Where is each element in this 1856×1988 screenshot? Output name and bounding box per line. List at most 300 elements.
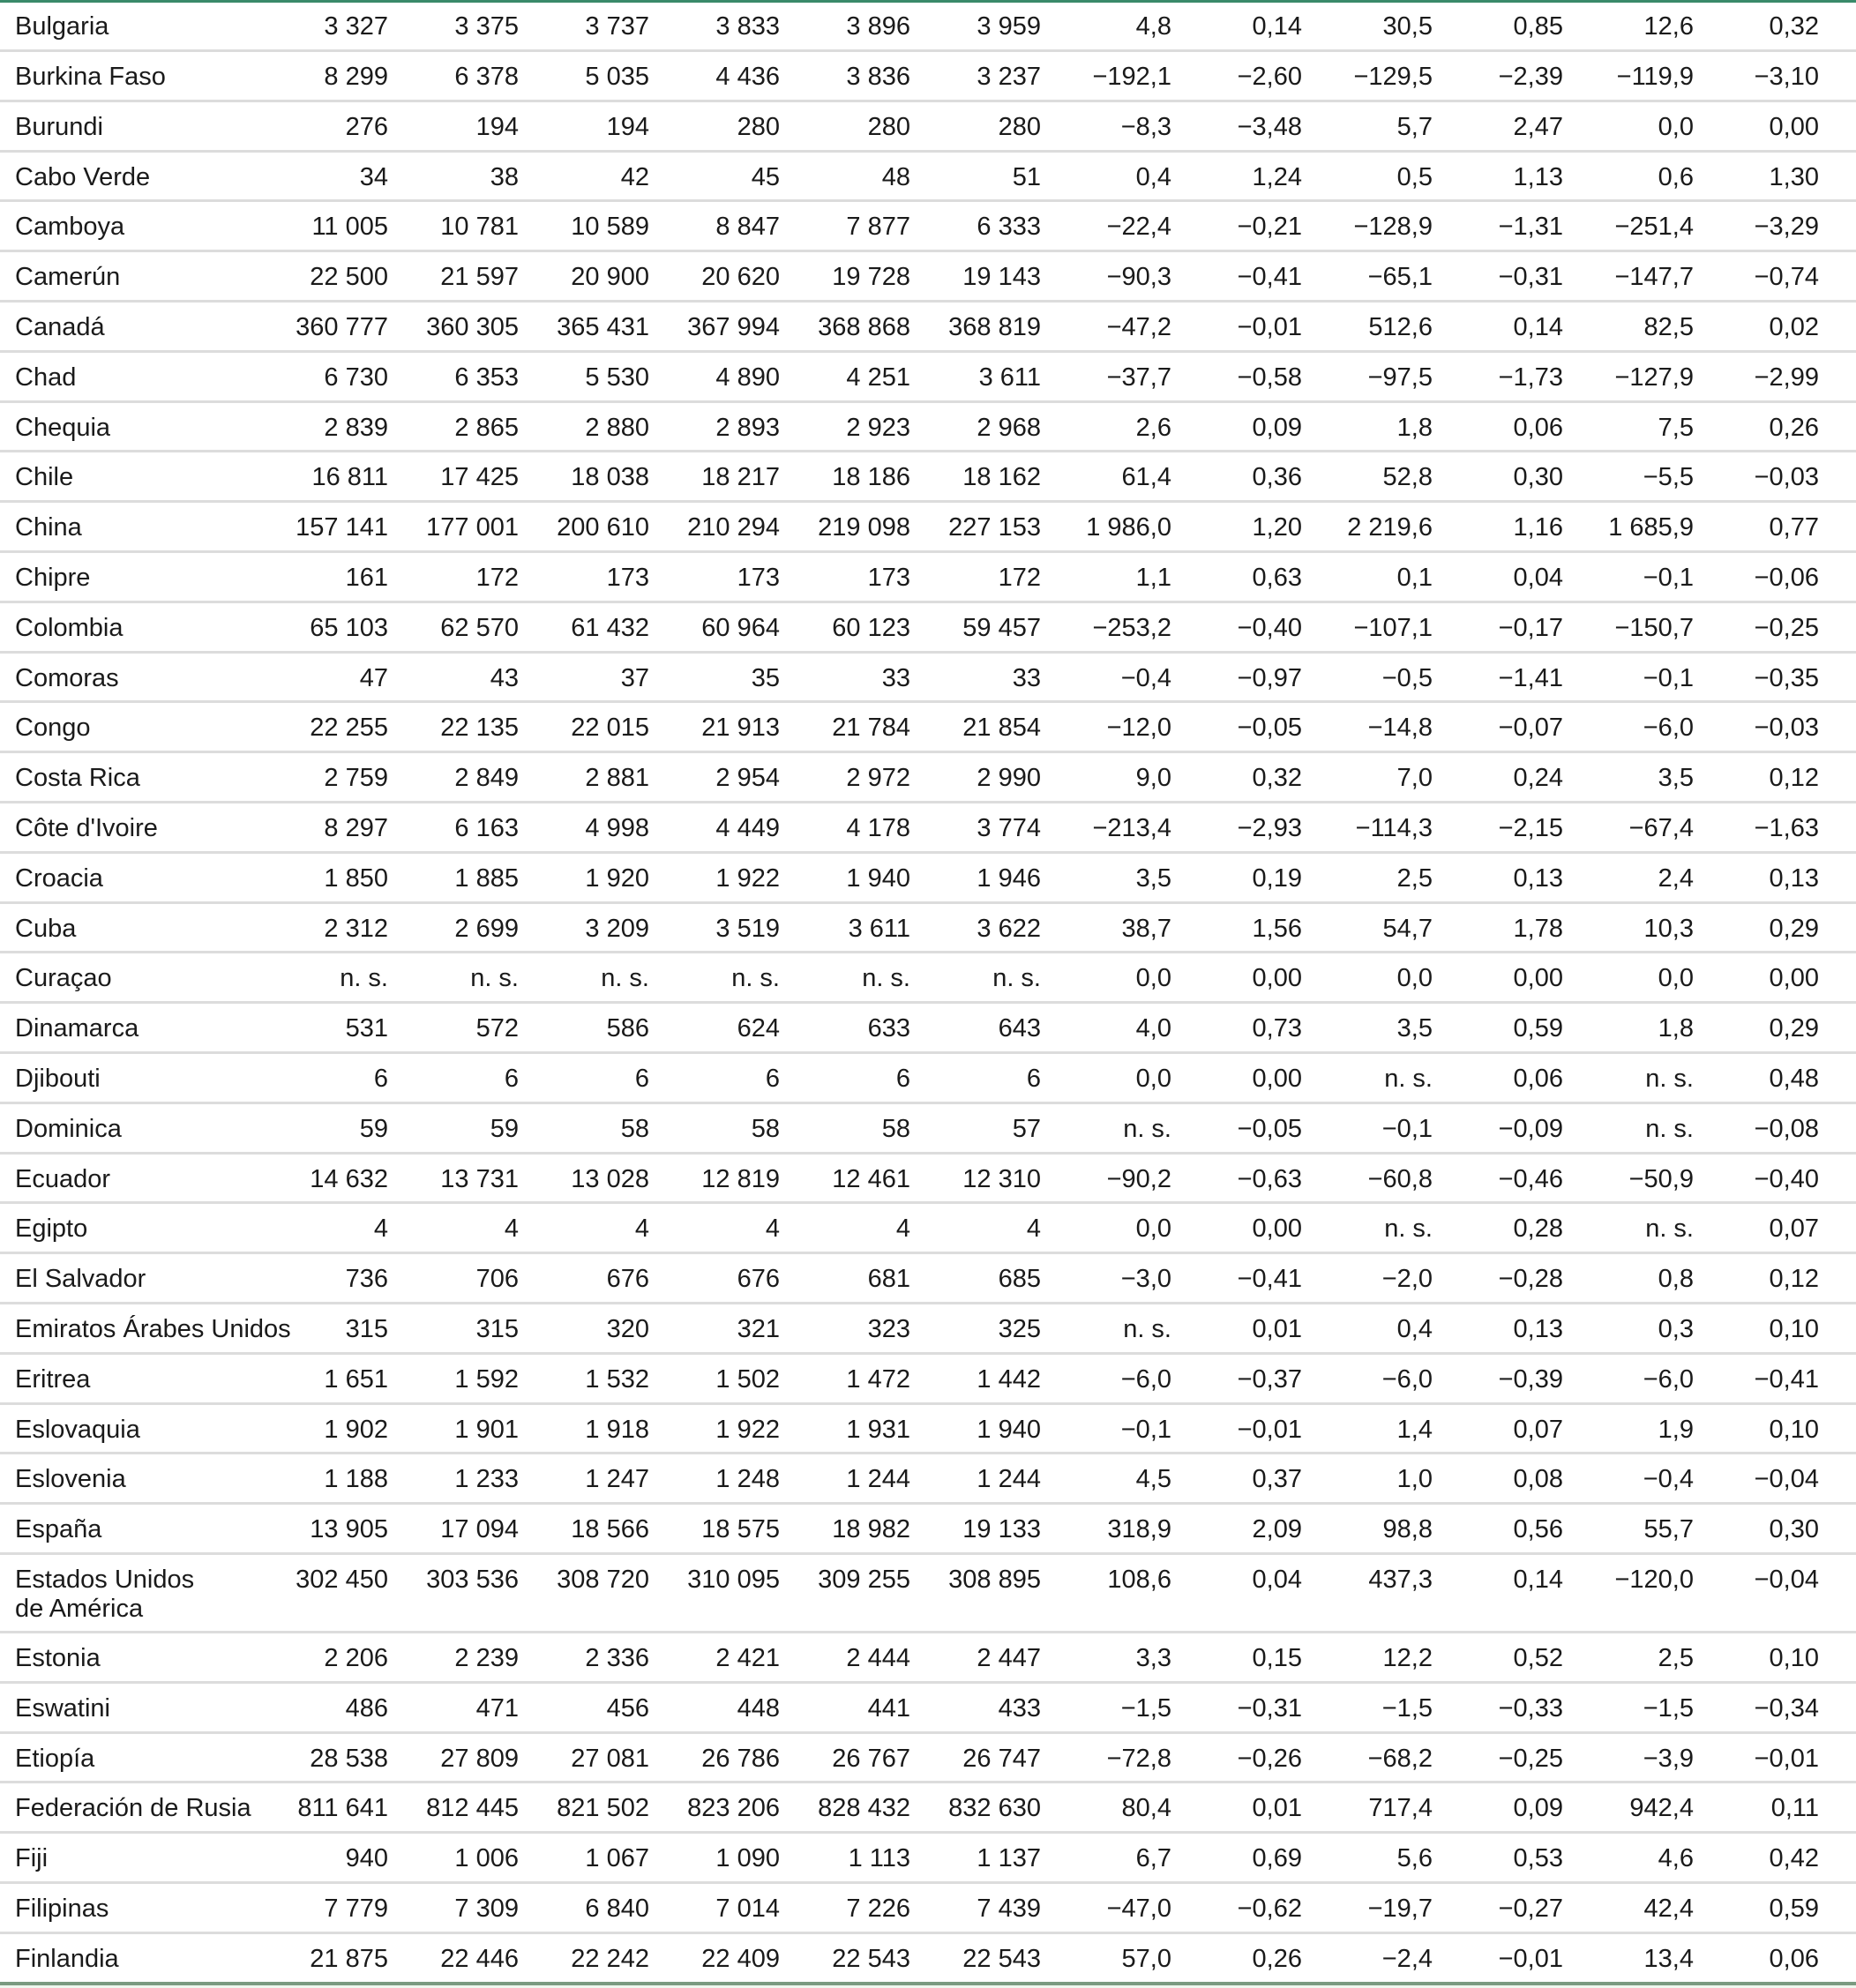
- value-cell: 6 730: [324, 362, 388, 392]
- value-cell: 57: [1012, 1114, 1041, 1143]
- value-cell: 0,13: [1769, 863, 1819, 893]
- value-cell: 26 747: [962, 1744, 1041, 1773]
- table-row: [0, 1304, 1856, 1355]
- value-cell: 22 135: [440, 714, 519, 743]
- value-cell: 1 502: [715, 1364, 780, 1394]
- value-cell: 22 255: [310, 714, 388, 743]
- value-cell: 0,4: [1396, 1315, 1433, 1343]
- value-cell: 21 854: [962, 714, 1041, 743]
- value-cell: 6: [765, 1065, 780, 1093]
- value-cell: −6,0: [1643, 714, 1694, 743]
- value-cell: 1 244: [846, 1465, 910, 1494]
- value-cell: −0,34: [1754, 1693, 1819, 1723]
- value-cell: 360 777: [296, 313, 388, 341]
- value-cell: 0,8: [1658, 1265, 1694, 1294]
- value-cell: 7 877: [846, 213, 910, 242]
- country-name: Eslovenia: [15, 1465, 126, 1494]
- value-cell: 0,00: [1252, 1214, 1302, 1244]
- value-cell: 0,13: [1513, 1315, 1563, 1343]
- country-name: Côte d'Ivoire: [15, 814, 158, 842]
- value-cell: −1,5: [1381, 1693, 1433, 1723]
- value-cell: 0,08: [1513, 1465, 1563, 1494]
- value-cell: 0,19: [1252, 863, 1302, 893]
- value-cell: −0,4: [1120, 663, 1171, 692]
- value-cell: 4 178: [846, 814, 910, 842]
- value-cell: 2 923: [846, 413, 910, 442]
- value-cell: −0,01: [1498, 1944, 1563, 1973]
- value-cell: 172: [998, 564, 1041, 592]
- value-cell: 940: [345, 1844, 388, 1873]
- value-cell: 1 067: [585, 1844, 649, 1873]
- value-cell: −0,1: [1643, 663, 1694, 692]
- value-cell: 58: [751, 1114, 780, 1143]
- value-cell: 1 885: [454, 863, 519, 893]
- table-row: [0, 953, 1856, 1004]
- value-cell: 1 137: [977, 1844, 1041, 1873]
- value-cell: 52,8: [1382, 463, 1433, 492]
- value-cell: 512,6: [1368, 313, 1433, 341]
- value-cell: 6: [504, 1065, 519, 1093]
- value-cell: 13 731: [440, 1164, 519, 1193]
- value-cell: −6,0: [1643, 1364, 1694, 1394]
- value-cell: 3 622: [977, 914, 1041, 943]
- value-cell: 43: [490, 663, 519, 692]
- value-cell: 310 095: [687, 1566, 780, 1594]
- value-cell: 6: [1026, 1065, 1041, 1093]
- value-cell: 18 217: [701, 463, 780, 492]
- country-name: Djibouti: [15, 1065, 101, 1093]
- value-cell: 0,32: [1769, 12, 1819, 41]
- value-cell: −5,5: [1643, 463, 1694, 492]
- value-cell: 6: [373, 1065, 388, 1093]
- value-cell: 681: [867, 1265, 910, 1294]
- value-cell: 219 098: [818, 513, 910, 542]
- value-cell: −2,15: [1498, 814, 1563, 842]
- value-cell: 161: [345, 564, 388, 592]
- value-cell: 17 094: [440, 1515, 519, 1544]
- value-cell: 7 226: [846, 1895, 910, 1923]
- value-cell: 6 333: [977, 213, 1041, 242]
- value-cell: 7 309: [454, 1895, 519, 1923]
- value-cell: 0,5: [1396, 162, 1433, 191]
- value-cell: 0,42: [1769, 1844, 1819, 1873]
- table-row: [0, 1004, 1856, 1054]
- value-cell: −0,28: [1498, 1265, 1563, 1294]
- value-cell: 59: [490, 1114, 519, 1143]
- value-cell: 2,47: [1513, 112, 1563, 141]
- table-row: [0, 202, 1856, 252]
- value-cell: 3,5: [1135, 863, 1171, 893]
- value-cell: 0,59: [1769, 1895, 1819, 1923]
- value-cell: 12,6: [1643, 12, 1694, 41]
- value-cell: 1 244: [977, 1465, 1041, 1494]
- value-cell: 22 409: [701, 1944, 780, 1973]
- country-name: Emiratos Árabes Unidos: [15, 1315, 291, 1343]
- value-cell: 0,4: [1135, 162, 1171, 191]
- value-cell: 832 630: [948, 1794, 1041, 1823]
- value-cell: 1,13: [1513, 162, 1563, 191]
- value-cell: 717,4: [1368, 1794, 1433, 1823]
- value-cell: 0,15: [1252, 1644, 1302, 1672]
- value-cell: 0,85: [1513, 12, 1563, 41]
- value-cell: n. s.: [1123, 1114, 1171, 1143]
- value-cell: −0,07: [1498, 714, 1563, 743]
- value-cell: 685: [998, 1265, 1041, 1294]
- value-cell: −128,9: [1353, 213, 1433, 242]
- value-cell: 0,24: [1513, 764, 1563, 793]
- value-cell: −0,01: [1237, 1415, 1302, 1444]
- value-cell: 6 840: [585, 1895, 649, 1923]
- value-cell: 1 901: [454, 1415, 519, 1444]
- value-cell: 38,7: [1121, 914, 1171, 943]
- value-cell: −0,09: [1498, 1114, 1563, 1143]
- value-cell: 4,5: [1135, 1465, 1171, 1494]
- value-cell: 3 611: [848, 914, 910, 943]
- table-row: [0, 654, 1856, 704]
- country-name: Cabo Verde: [15, 162, 151, 191]
- table-row: [0, 353, 1856, 403]
- value-cell: −0,05: [1237, 714, 1302, 743]
- value-cell: 82,5: [1643, 313, 1694, 341]
- value-cell: 0,26: [1769, 413, 1819, 442]
- value-cell: 0,1: [1396, 564, 1433, 592]
- value-cell: 6,7: [1135, 1844, 1171, 1873]
- value-cell: 17 425: [440, 463, 519, 492]
- value-cell: −2,4: [1381, 1944, 1433, 1973]
- value-cell: 486: [345, 1693, 388, 1723]
- value-cell: 7 779: [324, 1895, 388, 1923]
- value-cell: n. s.: [1645, 1214, 1694, 1244]
- value-cell: 0,0: [1135, 964, 1171, 993]
- value-cell: 173: [606, 564, 649, 592]
- value-cell: 2 312: [324, 914, 388, 943]
- value-cell: 309 255: [818, 1566, 910, 1594]
- value-cell: −0,5: [1381, 663, 1433, 692]
- value-cell: 1 472: [846, 1364, 910, 1394]
- table-row: [0, 503, 1856, 553]
- value-cell: −251,4: [1614, 213, 1694, 242]
- value-cell: 676: [737, 1265, 780, 1294]
- value-cell: 0,0: [1658, 112, 1694, 141]
- value-cell: 3 209: [585, 914, 649, 943]
- value-cell: 35: [751, 663, 780, 692]
- value-cell: 173: [867, 564, 910, 592]
- value-cell: 47: [359, 663, 388, 692]
- value-cell: −65,1: [1367, 263, 1433, 292]
- value-cell: −150,7: [1614, 613, 1694, 642]
- country-name: El Salvador: [15, 1265, 146, 1294]
- value-cell: −3,48: [1237, 112, 1302, 141]
- value-cell: −0,41: [1237, 1265, 1302, 1294]
- value-cell: 21 784: [832, 714, 910, 743]
- value-cell: 1 946: [977, 863, 1041, 893]
- value-cell: 736: [345, 1265, 388, 1294]
- country-name: Burundi: [15, 112, 103, 141]
- table-row: [0, 1254, 1856, 1304]
- value-cell: 4: [634, 1214, 649, 1244]
- value-cell: 18 038: [571, 463, 649, 492]
- value-cell: 1 940: [977, 1415, 1041, 1444]
- value-cell: n. s.: [992, 964, 1041, 993]
- value-cell: 1 188: [324, 1465, 388, 1494]
- value-cell: 1 233: [454, 1465, 519, 1494]
- value-cell: 0,00: [1769, 964, 1819, 993]
- value-cell: 280: [737, 112, 780, 141]
- value-cell: 2 447: [977, 1644, 1041, 1672]
- value-cell: 2,5: [1396, 863, 1433, 893]
- country-name: Eritrea: [15, 1364, 91, 1394]
- value-cell: 2 893: [715, 413, 780, 442]
- country-name-line1: Estados Unidos: [15, 1566, 195, 1594]
- value-cell: 194: [606, 112, 649, 141]
- value-cell: −119,9: [1616, 63, 1694, 91]
- value-cell: −2,93: [1237, 814, 1302, 842]
- value-cell: 2,09: [1252, 1515, 1302, 1544]
- country-name: Estonia: [15, 1644, 101, 1672]
- value-cell: 55,7: [1643, 1515, 1694, 1544]
- value-cell: 173: [737, 564, 780, 592]
- value-cell: 2 699: [454, 914, 519, 943]
- value-cell: 4 449: [715, 814, 780, 842]
- value-cell: 676: [606, 1265, 649, 1294]
- value-cell: −192,1: [1092, 63, 1171, 91]
- value-cell: −2,39: [1498, 63, 1563, 91]
- value-cell: 302 450: [296, 1566, 388, 1594]
- country-name: España: [15, 1515, 102, 1544]
- value-cell: 0,00: [1513, 964, 1563, 993]
- value-cell: 13,4: [1643, 1944, 1694, 1973]
- value-cell: −1,5: [1120, 1693, 1171, 1723]
- value-cell: 1 442: [977, 1364, 1041, 1394]
- value-cell: −67,4: [1628, 814, 1694, 842]
- value-cell: −6,0: [1381, 1364, 1433, 1394]
- country-name: Filipinas: [15, 1895, 109, 1923]
- value-cell: 4: [895, 1214, 910, 1244]
- value-cell: 812 445: [426, 1794, 519, 1823]
- value-cell: 1 850: [324, 863, 388, 893]
- value-cell: −0,40: [1237, 613, 1302, 642]
- value-cell: 12 310: [962, 1164, 1041, 1193]
- value-cell: 1,4: [1396, 1415, 1433, 1444]
- value-cell: −19,7: [1367, 1895, 1433, 1923]
- table-row: [0, 1684, 1856, 1734]
- table-row: [0, 703, 1856, 753]
- value-cell: 4,6: [1658, 1844, 1694, 1873]
- table-row: [0, 153, 1856, 203]
- value-cell: 0,56: [1513, 1515, 1563, 1544]
- table-row: [0, 303, 1856, 353]
- value-cell: 59 457: [962, 613, 1041, 642]
- value-cell: 0,0: [1135, 1065, 1171, 1093]
- value-cell: 280: [867, 112, 910, 141]
- value-cell: 80,4: [1121, 1794, 1171, 1823]
- value-cell: 0,12: [1769, 1265, 1819, 1294]
- value-cell: −129,5: [1353, 63, 1433, 91]
- value-cell: 18 566: [571, 1515, 649, 1544]
- value-cell: −3,29: [1754, 213, 1819, 242]
- value-cell: 18 186: [832, 463, 910, 492]
- value-cell: 3 375: [454, 12, 519, 41]
- value-cell: 7,0: [1396, 764, 1433, 793]
- value-cell: 531: [345, 1014, 388, 1043]
- value-cell: 0,53: [1513, 1844, 1563, 1873]
- value-cell: 194: [475, 112, 519, 141]
- value-cell: 1,78: [1513, 914, 1563, 943]
- table-row: [0, 1934, 1856, 1984]
- value-cell: 360 305: [426, 313, 519, 341]
- value-cell: 2 990: [977, 764, 1041, 793]
- value-cell: 1,24: [1252, 162, 1302, 191]
- value-cell: 210 294: [687, 513, 780, 542]
- value-cell: 4: [373, 1214, 388, 1244]
- value-cell: 303 536: [426, 1566, 519, 1594]
- value-cell: 2,5: [1658, 1644, 1694, 1672]
- value-cell: 633: [867, 1014, 910, 1043]
- value-cell: n. s.: [731, 964, 780, 993]
- value-cell: 51: [1012, 162, 1041, 191]
- value-cell: 62 570: [440, 613, 519, 642]
- value-cell: 6: [895, 1065, 910, 1093]
- value-cell: 2 444: [846, 1644, 910, 1672]
- value-cell: 2 968: [977, 413, 1041, 442]
- value-cell: 42,4: [1643, 1895, 1694, 1923]
- value-cell: −0,08: [1754, 1114, 1819, 1143]
- value-cell: 58: [620, 1114, 649, 1143]
- value-cell: −0,39: [1498, 1364, 1563, 1394]
- value-cell: −0,27: [1498, 1895, 1563, 1923]
- value-cell: 2 219,6: [1347, 513, 1433, 542]
- value-cell: 0,00: [1252, 1065, 1302, 1093]
- value-cell: −6,0: [1120, 1364, 1171, 1394]
- value-cell: 5 035: [585, 63, 649, 91]
- value-cell: 318,9: [1107, 1515, 1171, 1544]
- value-cell: 3 237: [977, 63, 1041, 91]
- table-row: [0, 854, 1856, 904]
- value-cell: −0,40: [1754, 1164, 1819, 1193]
- value-cell: 0,48: [1769, 1065, 1819, 1093]
- value-cell: 0,28: [1513, 1214, 1563, 1244]
- value-cell: 4 251: [846, 362, 910, 392]
- value-cell: −50,9: [1628, 1164, 1694, 1193]
- value-cell: 4,8: [1135, 12, 1171, 41]
- value-cell: 0,14: [1513, 1566, 1563, 1594]
- country-name: Fiji: [15, 1844, 49, 1873]
- table-row: [0, 1884, 1856, 1934]
- value-cell: −0,1: [1643, 564, 1694, 592]
- value-cell: n. s.: [1384, 1214, 1433, 1244]
- value-cell: −0,04: [1754, 1465, 1819, 1494]
- value-cell: 2,4: [1658, 863, 1694, 893]
- value-cell: 19 133: [962, 1515, 1041, 1544]
- value-cell: −0,74: [1754, 263, 1819, 292]
- value-cell: −97,5: [1367, 362, 1433, 392]
- value-cell: 12,2: [1382, 1644, 1433, 1672]
- value-cell: 1,9: [1658, 1415, 1694, 1444]
- value-cell: 586: [606, 1014, 649, 1043]
- table-row: [0, 753, 1856, 803]
- value-cell: −1,31: [1498, 213, 1563, 242]
- value-cell: 21 597: [440, 263, 519, 292]
- value-cell: 0,63: [1252, 564, 1302, 592]
- value-cell: 0,36: [1252, 463, 1302, 492]
- country-name: Egipto: [15, 1214, 88, 1244]
- value-cell: −0,17: [1498, 613, 1563, 642]
- table-row: [0, 1734, 1856, 1784]
- value-cell: −0,63: [1237, 1164, 1302, 1193]
- value-cell: 3,5: [1396, 1014, 1433, 1043]
- value-cell: 26 786: [701, 1744, 780, 1773]
- value-cell: n. s.: [340, 964, 388, 993]
- value-cell: 2 759: [324, 764, 388, 793]
- value-cell: −2,60: [1237, 63, 1302, 91]
- country-name: Chad: [15, 362, 77, 392]
- value-cell: 0,10: [1769, 1315, 1819, 1343]
- table-row: [0, 2, 1856, 52]
- value-cell: 3 896: [846, 12, 910, 41]
- value-cell: 20 900: [571, 263, 649, 292]
- value-cell: 1 006: [454, 1844, 519, 1873]
- value-cell: 98,8: [1382, 1515, 1433, 1544]
- value-cell: 21 875: [310, 1944, 388, 1973]
- value-cell: −0,41: [1237, 263, 1302, 292]
- country-name: Eslovaquia: [15, 1415, 140, 1444]
- value-cell: −47,2: [1106, 313, 1171, 341]
- value-cell: 368 868: [818, 313, 910, 341]
- value-cell: −0,46: [1498, 1164, 1563, 1193]
- value-cell: −1,5: [1643, 1693, 1694, 1723]
- country-name: Cuba: [15, 914, 77, 943]
- value-cell: 3 737: [585, 12, 649, 41]
- value-cell: −147,7: [1614, 263, 1694, 292]
- value-cell: 9,0: [1135, 764, 1171, 793]
- country-name: Camerún: [15, 263, 121, 292]
- value-cell: n. s.: [1645, 1065, 1694, 1093]
- value-cell: 6 163: [454, 814, 519, 842]
- value-cell: 0,07: [1769, 1214, 1819, 1244]
- value-cell: 0,09: [1513, 1794, 1563, 1823]
- value-cell: 0,52: [1513, 1644, 1563, 1672]
- value-cell: 1,8: [1396, 413, 1433, 442]
- value-cell: 828 432: [818, 1794, 910, 1823]
- country-name-line2: de América: [15, 1595, 144, 1623]
- value-cell: −14,8: [1367, 714, 1433, 743]
- value-cell: 7 439: [977, 1895, 1041, 1923]
- value-cell: −0,62: [1237, 1895, 1302, 1923]
- table-row: [0, 1834, 1856, 1884]
- value-cell: 38: [490, 162, 519, 191]
- table-row: [0, 1454, 1856, 1505]
- value-cell: 6: [634, 1065, 649, 1093]
- value-cell: −3,9: [1643, 1744, 1694, 1773]
- value-cell: 7,5: [1658, 413, 1694, 442]
- table-row: [0, 1204, 1856, 1254]
- value-cell: 823 206: [687, 1794, 780, 1823]
- value-cell: 1 902: [324, 1415, 388, 1444]
- value-cell: 22 242: [571, 1944, 649, 1973]
- value-cell: 0,0: [1135, 1214, 1171, 1244]
- value-cell: 5,7: [1396, 112, 1433, 141]
- value-cell: 0,04: [1513, 564, 1563, 592]
- value-cell: 2 954: [715, 764, 780, 793]
- value-cell: 325: [998, 1315, 1041, 1343]
- table-row: [0, 403, 1856, 453]
- value-cell: −0,04: [1754, 1566, 1819, 1594]
- value-cell: 280: [998, 112, 1041, 141]
- value-cell: 0,14: [1252, 12, 1302, 41]
- value-cell: 1,20: [1252, 513, 1302, 542]
- value-cell: 0,26: [1252, 1944, 1302, 1973]
- value-cell: −0,05: [1237, 1114, 1302, 1143]
